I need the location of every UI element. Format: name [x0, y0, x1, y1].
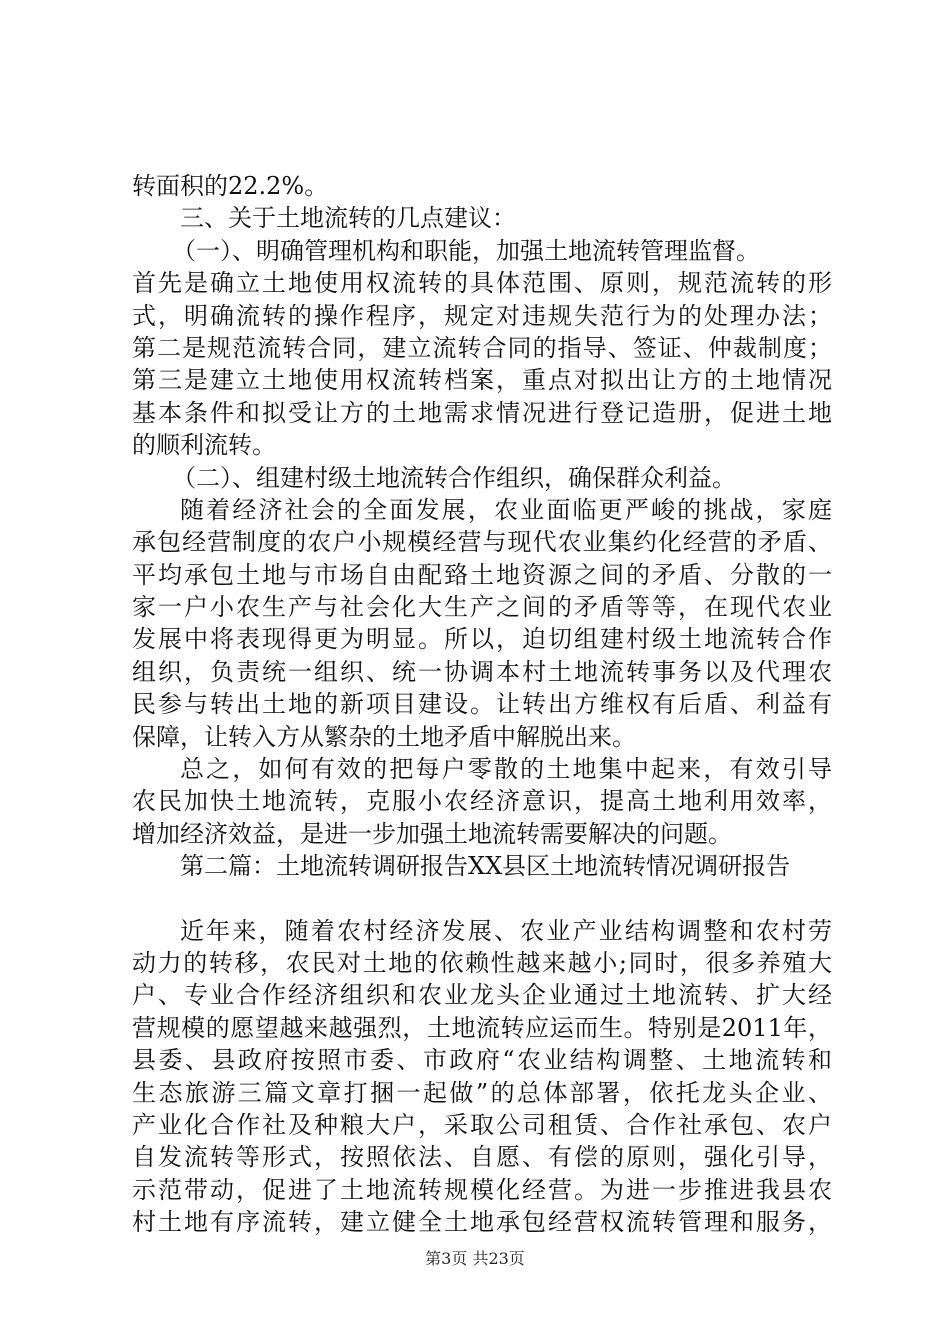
text-line: 的顺利流转。 — [132, 431, 276, 460]
text-line: 随着经济社会的全面发展，农业面临更严峻的挑战，家庭 — [180, 495, 832, 524]
subsection-heading: （一）、明确管理机构和职能，加强土地流转管理监督。 — [172, 236, 760, 265]
text-line: 第三是建立土地使用权流转档案，重点对拟出让方的土地情况 — [132, 366, 832, 395]
text-line: 村土地有序流转，建立健全土地承包经营权流转管理和服务， — [132, 1208, 832, 1237]
text-line: 营规模的愿望越来越强烈，土地流转应运而生。特别是2011年， — [132, 1013, 832, 1042]
text-line: 承包经营制度的农户小规模经营与现代农业集约化经营的矛盾、 — [132, 528, 832, 557]
text-line: 发展中将表现得更为明显。所以，迫切组建村级土地流转合作 — [132, 625, 832, 654]
document-body — [132, 170, 832, 1239]
text-line: 县委、县政府按照市委、市政府“农业结构调整、土地流转和 — [132, 1046, 832, 1075]
text-line: 示范带动，促进了土地流转规模化经营。为进一步推进我县农 — [132, 1175, 832, 1204]
text-line: 动力的转移，农民对土地的依赖性越来越小;同时，很多养殖大 — [132, 948, 832, 977]
text-line: 组织，负责统一组织、统一协调本村土地流转事务以及代理农 — [132, 657, 832, 686]
text-line: 平均承包土地与市场自由配臵土地资源之间的矛盾、分散的一 — [132, 560, 832, 589]
text-line: 式，明确流转的操作程序，规定对违规失范行为的处理办法； — [132, 301, 832, 330]
text-line: 保障，让转入方从繁杂的土地矛盾中解脱出来。 — [132, 722, 636, 751]
text-line: 第二是规范流转合同，建立流转合同的指导、签证、仲裁制度； — [132, 333, 832, 362]
text-line: 首先是确立土地使用权流转的具体范围、原则，规范流转的形 — [132, 269, 832, 298]
section-heading: 三、关于土地流转的几点建议： — [180, 204, 516, 233]
text-line: 近年来，随着农村经济发展、农业产业结构调整和农村劳 — [180, 916, 832, 945]
text-line: 总之，如何有效的把每户零散的土地集中起来，有效引导 — [180, 755, 832, 784]
text-line: 产业化合作社及种粮大户，采取公司租赁、合作社承包、农户 — [132, 1110, 832, 1139]
blank-line — [132, 883, 832, 915]
text-line: 基本条件和拟受让方的土地需求情况进行登记造册，促进土地 — [132, 398, 832, 427]
text-line: 自发流转等形式，按照依法、自愿、有偿的原则，强化引导， — [132, 1143, 832, 1172]
text-line: 生态旅游三篇文章打捆一起做”的总体部署，依托龙头企业、 — [132, 1078, 832, 1107]
page-number: 第3页 共23页 — [425, 1249, 525, 1268]
text-line: 民参与转出土地的新项目建设。让转出方维权有后盾、利益有 — [132, 690, 832, 719]
text-line: 家一户小农生产与社会化大生产之间的矛盾等等，在现代农业 — [132, 593, 832, 622]
text-line: 增加经济效益，是进一步加强土地流转需要解决的问题。 — [132, 819, 732, 848]
subsection-heading: （二）、组建村级土地流转合作组织，确保群众利益。 — [172, 463, 736, 492]
chapter-title: 第二篇：土地流转调研报告XX县区土地流转情况调研报告 — [180, 852, 791, 881]
text-line: 户、专业合作经济组织和农业龙头企业通过土地流转、扩大经 — [132, 981, 832, 1010]
text-line: 农民加快土地流转，克服小农经济意识，提高土地利用效率， — [132, 787, 832, 816]
text-line: 转面积的22.2%。 — [132, 172, 329, 200]
